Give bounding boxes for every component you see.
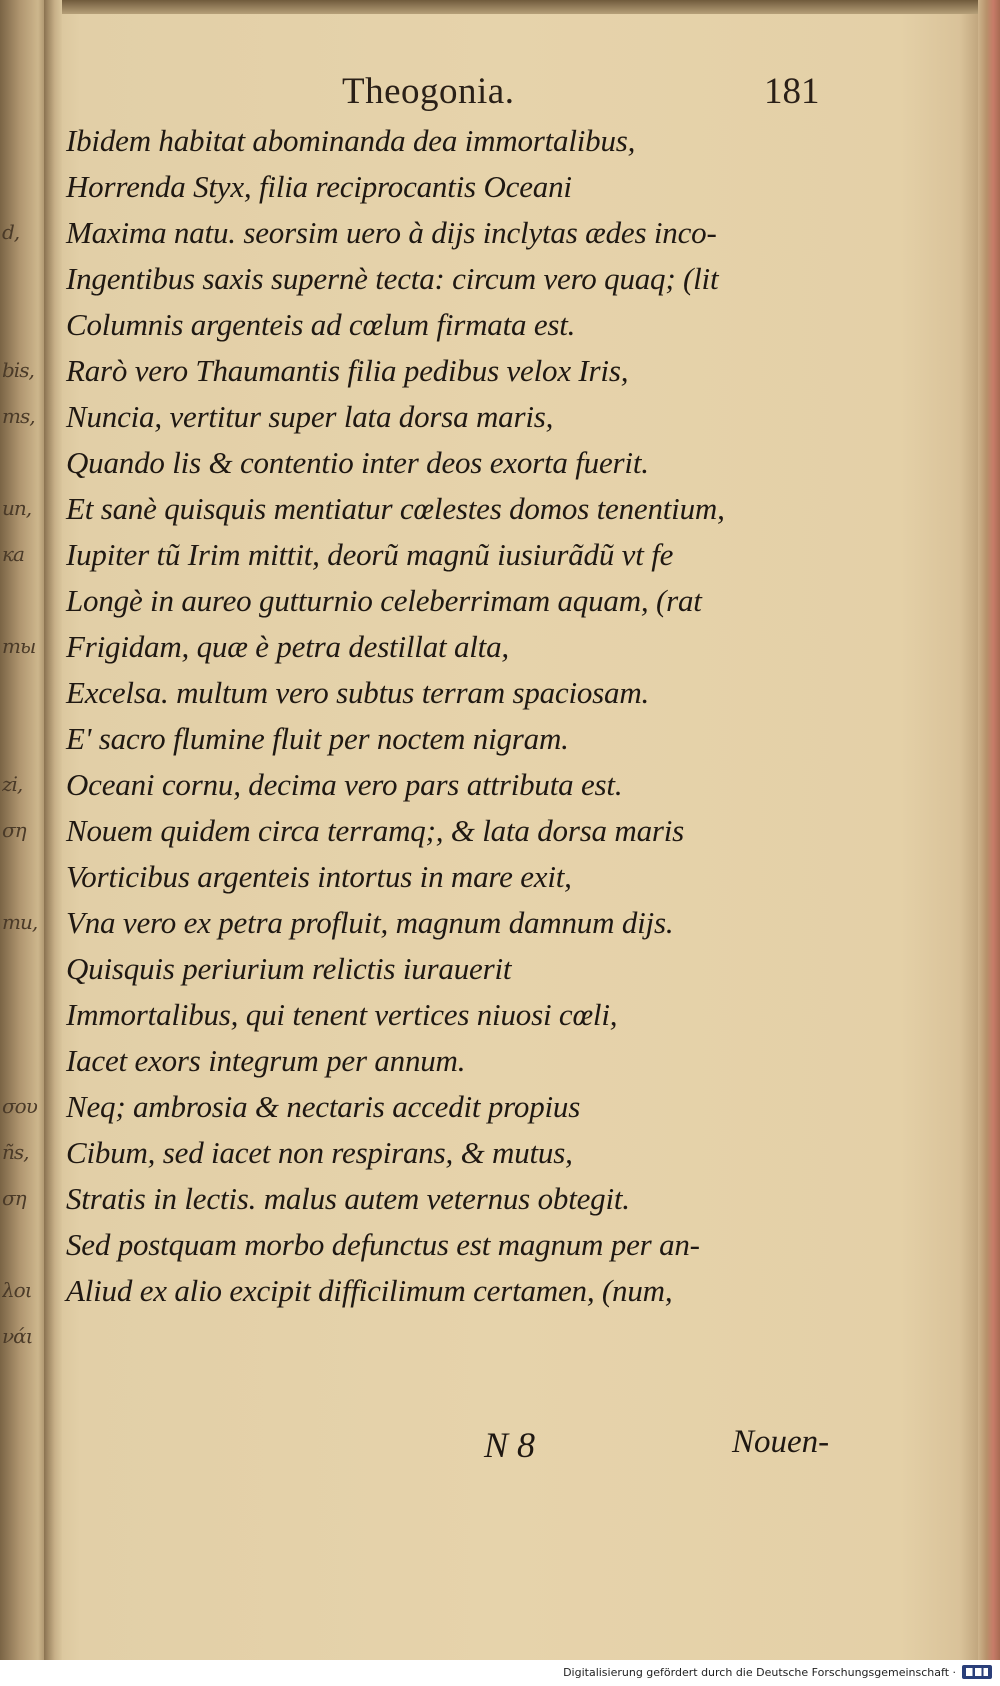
- book-gutter: [44, 0, 62, 1660]
- facing-page-fragment: bis,: [2, 358, 34, 382]
- facing-page-fragment: zi,: [2, 772, 23, 796]
- facing-page-fragment: νάι: [2, 1324, 33, 1348]
- facing-page-fragment: ms,: [2, 404, 35, 428]
- facing-page-fragment: ση: [2, 1186, 26, 1210]
- verse-line: E' sacro flumine fluit per noctem nigram.: [66, 721, 569, 756]
- facing-page-fragment: un,: [2, 496, 32, 520]
- verse-line: Excelsa. multum vero subtus terram spaciosam.: [66, 675, 650, 710]
- signature-mark: N 8: [484, 1425, 536, 1465]
- verse-line: Quisquis periurium relictis iurauerit: [66, 951, 512, 986]
- facing-page-fragment: ти,: [2, 910, 38, 934]
- verse-line: Columnis argenteis ad cœlum firmata est.: [66, 307, 576, 342]
- verse-line: Iupiter tũ Irim mittit, deorũ magnũ iusiurãdũ vt fe: [66, 537, 674, 572]
- page-header: [70, 70, 830, 120]
- facing-page-fragment: d,: [2, 220, 20, 244]
- verse-line: Vna vero ex petra profluit, magnum damnum dijs.: [66, 905, 674, 940]
- verse-line: Oceani cornu, decima vero pars attributa est.: [66, 767, 623, 802]
- digitization-credit-bar: [0, 1660, 1000, 1686]
- facing-page-fragment: ты: [2, 634, 36, 658]
- page-footer: [66, 1424, 866, 1474]
- facing-page-fragment: ка: [2, 542, 24, 566]
- verse-line: Ibidem habitat abominanda dea immortalibus,: [66, 123, 636, 158]
- verse-line: Nuncia, vertitur super lata dorsa maris,: [66, 399, 554, 434]
- funding-credit-text: Digitalisierung gefördert durch die Deutsche Forschungsgemeinschaft ·: [563, 1666, 956, 1679]
- verse-line: Stratis in lectis. malus autem veternus obtegit.: [66, 1181, 630, 1216]
- facing-page-fragment: σου: [2, 1094, 37, 1118]
- verse-line: Horrenda Styx, filia reciprocantis Oceani: [66, 169, 572, 204]
- page-fore-edge: [978, 0, 1000, 1660]
- verse-line: Ingentibus saxis supernè tecta: circum vero quaq; (lit: [66, 261, 719, 296]
- catchword: Nouen-: [732, 1424, 830, 1460]
- facing-page-fragment: λοι: [2, 1278, 32, 1302]
- verse-line: Et sanè quisquis mentiatur cœlestes domos tenentium,: [66, 491, 725, 526]
- verse-text-block: [66, 118, 866, 1314]
- verse-line: Maxima natu. seorsim uero à dijs inclytas ædes inco-: [66, 215, 717, 250]
- verse-line: Aliud ex alio excipit difficilimum certamen, (num,: [66, 1273, 673, 1308]
- verse-line: Immortalibus, qui tenent vertices niuosi cœli,: [66, 997, 618, 1032]
- scan-top-edge: [0, 0, 1000, 14]
- facing-page-fragment: ñs,: [2, 1140, 29, 1164]
- verse-line: Vorticibus argenteis intortus in mare exit,: [66, 859, 572, 894]
- verse-line: Frigidam, quæ è petra destillat alta,: [66, 629, 509, 664]
- verse-line: Neq; ambrosia & nectaris accedit propius: [66, 1089, 581, 1124]
- verse-line: Longè in aureo gutturnio celeberrimam aquam, (rat: [66, 583, 702, 618]
- verse-line: Sed postquam morbo defunctus est magnum per an-: [66, 1227, 700, 1262]
- verse-line: Iacet exors integrum per annum.: [66, 1043, 466, 1078]
- verse-line: Cibum, sed iacet non respirans, & mutus,: [66, 1135, 573, 1170]
- page-number: 181: [764, 71, 820, 112]
- running-title: Theogonia.: [342, 71, 515, 112]
- verse-line: Nouem quidem circa terramq;, & lata dorsa maris: [66, 813, 685, 848]
- verse-line: Rarò vero Thaumantis filia pedibus velox Iris,: [66, 353, 629, 388]
- dfg-logo-icon: [962, 1665, 992, 1679]
- facing-page-fragment: ση: [2, 818, 26, 842]
- verse-line: Quando lis & contentio inter deos exorta fuerit.: [66, 445, 649, 480]
